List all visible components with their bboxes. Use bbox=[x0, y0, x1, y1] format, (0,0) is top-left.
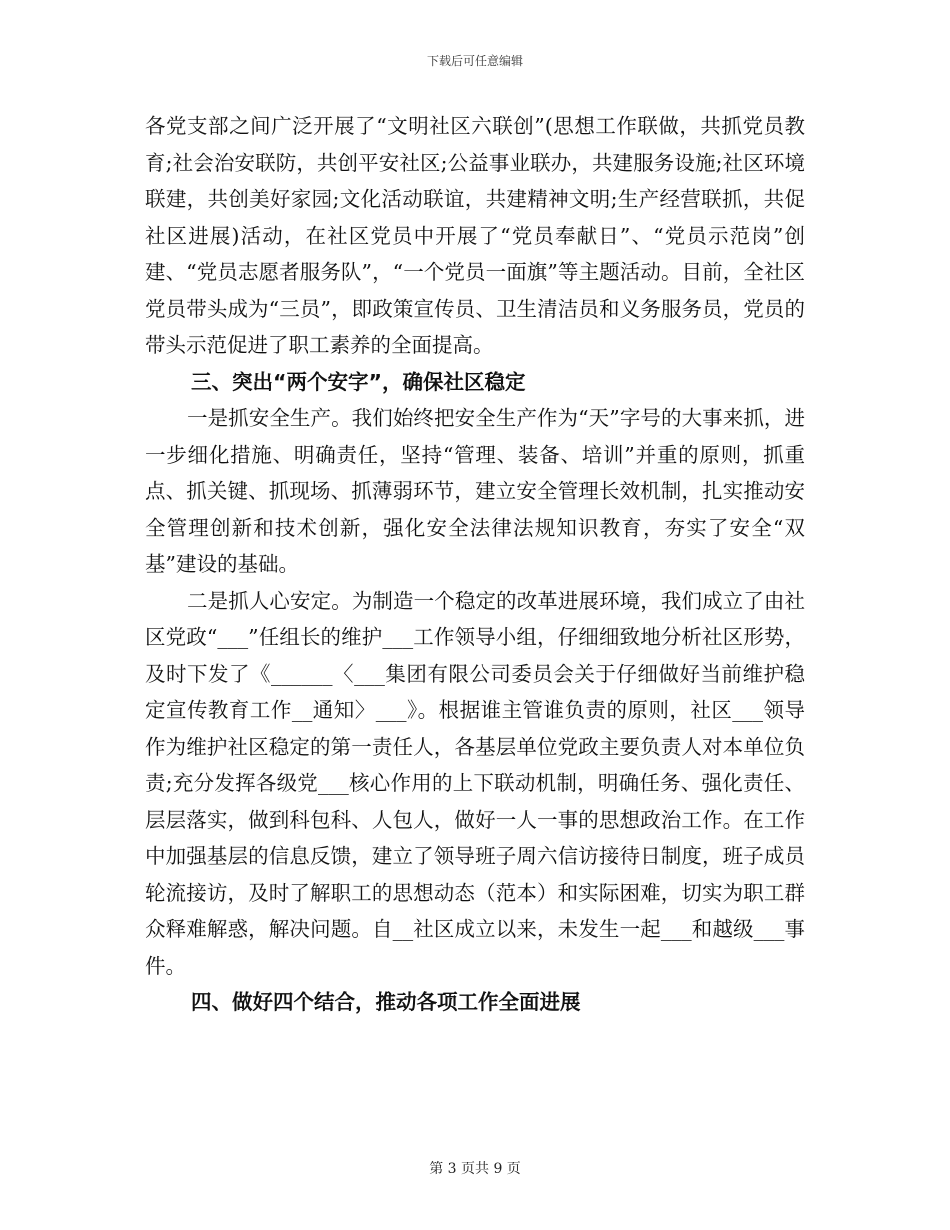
document-body bbox=[145, 108, 805, 1021]
section-heading-3: 三、突出“两个安字”，确保社区稳定 bbox=[191, 369, 526, 394]
section-heading-4: 四、做好四个结合，推动各项工作全面进展 bbox=[191, 990, 581, 1014]
paragraph-safety-production: 一是抓安全生产。我们始终把安全生产作为“天”字号的大事来抓，进一步细化措施、明确责任，坚持“管理、装备、培训”并重的原则，抓重点、抓关键、抓现场、抓薄弱环节，建立安全管理长效机制，扎实推动安全管理创新和技术创新，强化安全法律法规知识教育，夯实了安全“双基”建设的基础。 bbox=[145, 406, 805, 576]
page-header: 下载后可任意编辑 bbox=[426, 54, 523, 68]
page-footer: 第 3 页共 9 页 bbox=[429, 1161, 521, 1177]
paragraph-party-activities: 各党支部之间广泛开展了“文明社区六联创”(思想工作联做，共抓党员教育;社会治安联防，共创平安社区;公益事业联办，共建服务设施;社区环境联建，共创美好家园;文化活动联谊，共建精神文明;生产经营联抓，共促社区进展)活动，在社区党员中开展了“党员奉献日”、“党员示范岗”创建、“党员志愿者服务队”，“一个党员一面旗”等主题活动。目前，全社区党员带头成为“三员”，即政策宣传员、卫生清洁员和义务服务员，党员的带头示范促进了职工素养的全面提高。 bbox=[145, 114, 805, 357]
paragraph-stability: 二是抓人心安定。为制造一个稳定的改革进展环境，我们成立了由社区党政“___”任组长的维护___工作领导小组，仔细细致地分析社区形势，及时下发了《______〈___集团有限公司委员会关于仔细做好当前维护稳定宣传教育工作__通知〉___》。根据谁主管谁负责的原则，社区___领导作为维护社区稳定的第一责任人，各基层单位党政主要负责人对本单位负责;充分发挥各级党___核心作用的上下联动机制，明确任务、强化责任、层层落实，做到科包科、人包人，做好一人一事的思想政治工作。在工作中加强基层的信息反馈，建立了领导班子周六信访接待日制度，班子成员轮流接访，及时了解职工的思想动态（范本）和实际困难，切实为职工群众释难解惑，解决问题。自__社区成立以来，未发生一起___和越级___事件。 bbox=[145, 588, 805, 978]
